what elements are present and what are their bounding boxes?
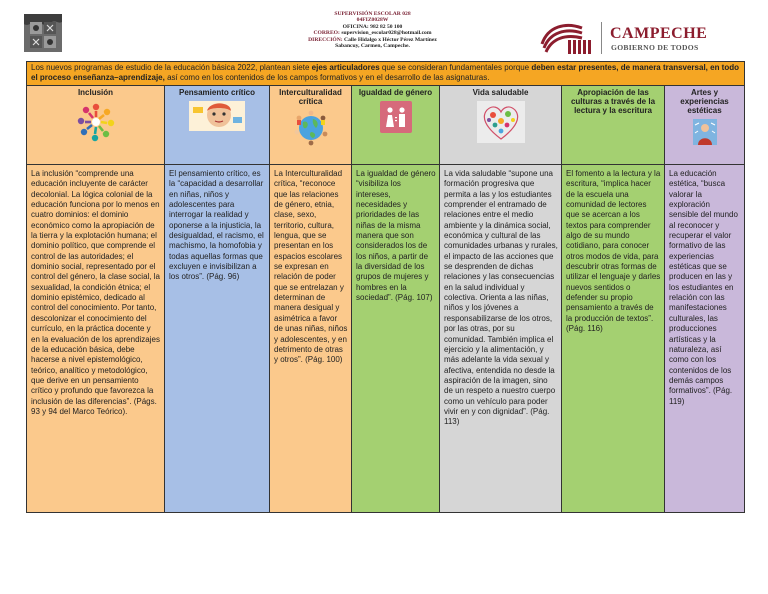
office-header [250, 11, 495, 49]
column-body-critical-thinking: El pensamiento crítico, es la “capacidad a desarrollar en niñas, niños y adolescentes para interrogar la realidad y oponerse a la injusticia, la desigualdad, el racismo, el machismo, la homofobia y todas aquellas formas que excluyen e invisibilizan a los otros”. (Pág. 96) [165, 165, 270, 513]
campeche-logo-icon [538, 20, 594, 58]
column-header-critical-thinking [165, 86, 270, 165]
column-title: Inclusión [77, 88, 114, 97]
column-title: Apropiación de las culturas a través de la lectura y la escritura [570, 88, 656, 115]
column-body-interculturality: La Interculturalidad crítica, “reconoce que las relaciones de género, etnia, clase, sexo, territorio, cultura, lengua, que se presentan en los espacios escolares se expresan en relación de poder que se entrelazan y determinan de manera desigual y asimétrica a favor de unas niñas, niños y adolescentes, y en detrimento de otras y otros”. (Pág. 100) [270, 165, 352, 513]
header-address-label: DIRECCIÓN: [308, 36, 343, 43]
logo-title: CAMPECHE [610, 25, 708, 42]
column-header-interculturality [270, 86, 352, 165]
inclusion-icon [73, 101, 119, 143]
critical-thinking-icon [189, 101, 245, 131]
column-header-inclusion [27, 86, 165, 165]
column-header-reading-writing [562, 86, 665, 165]
column-title: Vida saludable [472, 88, 529, 97]
state-seal-logo [22, 12, 64, 54]
column-body-healthy-life: La vida saludable “supone una formación progresiva que permita a las y los estudiantes comprender el entramado de relaciones entre el medio ambiente y la dinámica social, económica y cultural de las comunidades urbanas y rurales, el impacto de las acciones que se desprenden de dichas relaciones y las consecuencias en la salud individual y colectiva. Orienta a las niñas, niños y los jóvenes a responsabilizarse de los otros, por las otras, por su comunidad. También implica el ejercicio y la alimentación, y más adelante la vida sexual y afectiva, entendida no desde la aspiración de la imagen, sino de un respeto a nuestro cuerpo como un vehículo para poder vivir en y con dignidad”. (Pág. 113) [440, 165, 562, 513]
column-body-arts: La educación estética, “busca valorar la exploración sensible del mundo al reconocer y recuperar el valor formativo de las experiencias estéticas que se producen en las y los estudiantes en relación con las manifestaciones culturales, las producciones artísticas y la naturaleza, así como con los contenidos de los demás campos formativos”. (Pág. 119) [665, 165, 745, 513]
axes-table [26, 61, 745, 513]
column-title: Interculturalidad crítica [279, 88, 342, 106]
header-line-3: OFICINA: 982 82 50 100 [342, 23, 403, 30]
header-line-2: 04FIZ0028W [356, 17, 389, 24]
header-line-6: Sabancuy, Carmen, Campeche. [335, 43, 410, 50]
column-title: Pensamiento crítico [178, 88, 256, 97]
column-body-gender-equality: La igualdad de género “visibiliza los intereses, necesidades y prioridades de las niñas de la misma manera que son considerados los de los niños, a partir de la diversidad de los grupos de mujeres y hombres en la sociedad”. (Pág. 107) [352, 165, 440, 513]
healthy-heart-icon [477, 101, 525, 143]
logo-divider [601, 22, 602, 54]
gender-equality-icon [380, 101, 412, 133]
column-header-arts [665, 86, 745, 165]
column-title: Artes y experiencias estéticas [680, 88, 729, 115]
column-header-healthy-life [440, 86, 562, 165]
header-email: supervision_escolar028@hotmail.com [341, 30, 432, 37]
header-line-1: SUPERVISIÓN ESCOLAR 028 [334, 11, 411, 17]
column-body-inclusion: La inclusión “comprende una educación incluyente de carácter decolonial. La lógica colonial de la educación funciona por lo menos en cuatro dominios: el dominio económico como la apropiación de la tierra y la explotación humana; el dominio político, que comprende el control de las autoridades; el dominio social, representado por el control del género, la clase social, la sexualidad, la condición étnica; el dominio epistémico, dedicado al control del conocimiento. Por tanto, descolonizar el conocimiento del currículo, en la práctica docente y en la evaluación de los aprendizajes de la educación básica, debe hacerse a nivel epistemológico, teórico, analítico y metodológico, que derive en un pensamiento crítico y profundo que favorezca la inclusión de las diferencias”. (Págs. 93 y 94 del Marco Teórico). [27, 165, 165, 513]
logo-subtitle: GOBIERNO DE TODOS [611, 43, 699, 52]
column-body-reading-writing: El fomento a la lectura y la escritura, “implica hacer de la escuela una comunidad de lectores que se acercan a los textos para comprender algo de su mundo cotidiano, para conocer otros modos de vida, para descubrir otras formas de utilizar el lenguaje y darles nuevos sentidos o defender su propio pensamiento a través de la producción de textos”. (Pág. 116) [562, 165, 665, 513]
intro-paragraph: Los nuevos programas de estudio de la educación básica 2022, plantean siete ejes articuladores que se consideran fundamentales porque deben estar presentes, de manera transversal, en todo el proceso enseñanza–aprendizaje, así como en los contenidos de los campos formativos y en el desarrollo de las asignaturas. [27, 62, 745, 86]
globe-children-icon [293, 110, 329, 146]
header-email-label: CORREO: [313, 30, 340, 37]
header-address: Calle Hidalgo x Héctor Pérez Martínez [344, 36, 437, 43]
arts-icon [693, 119, 717, 145]
column-title: Igualdad de género [358, 88, 433, 97]
column-header-gender-equality [352, 86, 440, 165]
